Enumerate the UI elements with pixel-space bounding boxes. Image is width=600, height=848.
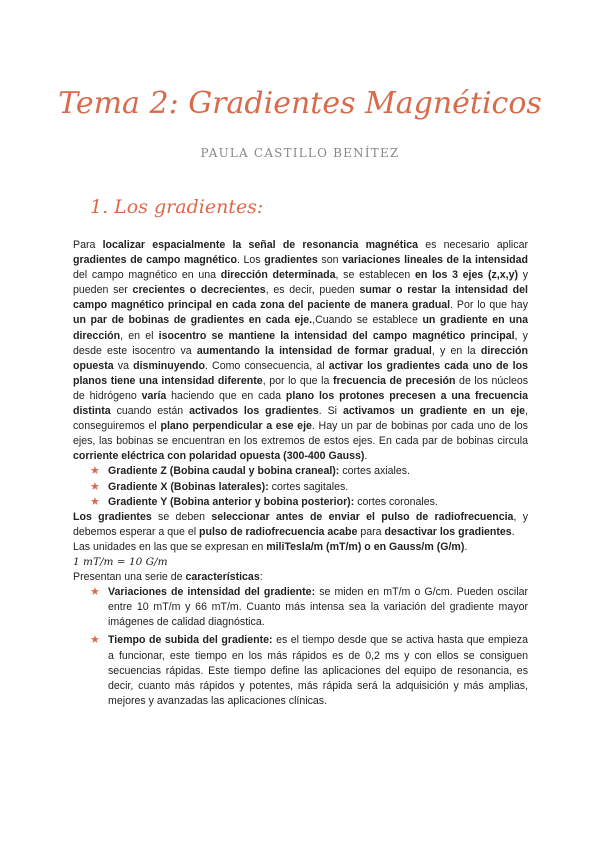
text-span: se deben [151,510,212,523]
bold-span: isocentro se mantiene la intensidad del campo magnético principal [158,329,515,342]
intro-paragraph [73,238,528,464]
list-item [73,585,528,630]
text-span: , por lo que la [262,374,333,387]
text-span: , y debemos esperar a que el [73,510,529,538]
bold-span: variaciones lineales de la intensidad [342,254,528,267]
bold-span: Gradiente X (Bobinas laterales): [108,480,269,493]
text-span: , en el [120,329,159,342]
bold-span: miliTesla/m (mT/m) o en Gauss/m (G/m) [266,540,465,553]
features-intro [73,570,528,585]
bold-span: dirección opuesta [73,344,528,372]
bold-span: frecuencia de precesión [332,374,456,387]
bold-span: corriente eléctrica con polaridad opuesta (300-400 Gauss) [73,450,365,463]
bold-span: plano perpendicular a ese eje [160,420,312,433]
bold-span: Gradiente Y (Bobina anterior y bobina posterior): [108,495,355,508]
text-span: Presentan una serie de [73,571,186,584]
document-body [73,238,528,709]
bold-span: dirección determinada [220,269,336,282]
text-span: es necesario aplicar [418,239,528,251]
units-paragraph [73,540,528,555]
bold-span: seleccionar antes de enviar el pulso de radiofrecuencia [211,510,514,523]
text-span: haciendo que en cada [166,389,286,402]
bold-span: Tiempo de subida del gradiente: [108,634,273,647]
text-span: son [317,254,343,267]
text-span: cortes sagitales. [268,480,349,493]
text-span: . [464,540,468,553]
bold-span: disminuyendo [133,359,205,372]
text-span: , conseguiremos el [73,405,529,433]
bold-span: un gradiente en una dirección [73,314,528,342]
bold-span: características [185,571,260,584]
star-bullet-icon: ★ [90,495,100,508]
bold-span: varía [141,389,167,402]
text-span: . Los [236,254,265,267]
gradient-list [73,464,528,509]
author-name: PAULA CASTILLO BENÍTEZ [200,146,400,160]
text-span: , se establecen [335,269,416,282]
text-span: se miden en mT/m o G/cm. Pueden oscilar entre 10 mT/m y 66 mT/m. Cuanto más intensa sea la variación del gradiente mayor imágenes de calidad diagnóstica. [108,586,528,629]
text-span: . Hay un par de bobinas por cada uno de los ejes, las bobinas se encuentran en los extremos de estos ejes. En cada par de bobinas circula [73,420,528,448]
bold-span: crecientes o decrecientes [132,284,266,297]
text-span: cortes coronales. [354,495,438,508]
bold-span: gradientes [264,254,318,267]
text-span: cuando están [110,405,190,418]
text-span: , es decir, pueden [265,284,360,297]
star-bullet-icon: ★ [90,634,100,647]
text-span: . Como consecuencia, al [204,359,329,372]
bold-span: gradientes de campo magnético [73,254,237,267]
bold-span: activar los gradientes cada uno de los planos tiene una intensidad diferente [73,359,528,387]
text-span: cortes axiales. [339,465,410,478]
list-item [73,480,528,495]
features-list [73,585,528,709]
bold-span: activamos un gradiente en un eje [342,405,526,418]
star-bullet-icon: ★ [90,586,100,599]
bold-span: desactivar los gradientes [384,525,512,538]
bold-span: Gradiente Z (Bobina caudal y bobina craneal): [108,465,340,478]
bold-span: un par de bobinas de gradientes en cada eje. [73,314,313,327]
text-span: . Por lo que hay [450,299,528,312]
bold-span: en los 3 ejes (z,x,y) [415,269,518,282]
list-item [73,495,528,510]
bold-span: activados los gradientes [189,405,319,418]
star-bullet-icon: ★ [90,480,100,493]
bold-span: Variaciones de intensidad del gradiente: [108,586,316,599]
bold-span: pulso de radiofrecuencia acabe [199,525,358,538]
unit-formula: 1 mT/m = 10 G/m [73,555,168,568]
list-item [73,633,528,708]
text-span: de los núcleos de hidrógeno [73,374,529,402]
bold-span: plano los protones precesen a una frecuencia distinta [73,389,528,418]
text-span: Las unidades en las que se expresan en [73,540,267,553]
bold-span: Los gradientes [73,510,152,523]
text-span: . [364,450,368,463]
text-span: . Si [318,405,343,418]
timing-paragraph [73,510,528,540]
section-heading: 1. Los gradientes: [90,196,264,218]
bold-span: sumar o restar la intensidad del campo magnético principal en cada zona del paciente de manera gradual [73,284,528,312]
bold-span: aumentando la intensidad de formar gradual [196,344,432,357]
text-span: Para [73,239,103,251]
text-span: es el tiempo desde que se activa hasta que empieza a funcionar, este tiempo en los más rápidos es de 0,2 ms y con ellos se consiguen secuencias rápidas. Este tiempo define las aplicaciones del equipo de resonancia, es decir, cuanto más rápidos y potentes, más rápida será la adquisición y más amplias, mejores y avanzadas las aplicaciones clínicas. [108,634,528,707]
page-title: Tema 2: Gradientes Magnéticos [58,86,542,121]
text-span: va [113,359,134,372]
text-span: y pueden ser [73,269,528,297]
text-span: , y en la [431,344,481,357]
list-item [73,464,528,479]
bold-span: localizar espacialmente la señal de resonancia magnética [102,239,418,251]
text-span: ,Cuando se establece [312,314,423,327]
text-span: . [511,525,515,538]
text-span: : [259,571,263,584]
text-span: para [357,525,385,538]
star-bullet-icon: ★ [90,465,100,478]
text-span: del campo magnético en una [73,269,221,282]
text-span: , y desde este isocentro va [73,329,528,357]
